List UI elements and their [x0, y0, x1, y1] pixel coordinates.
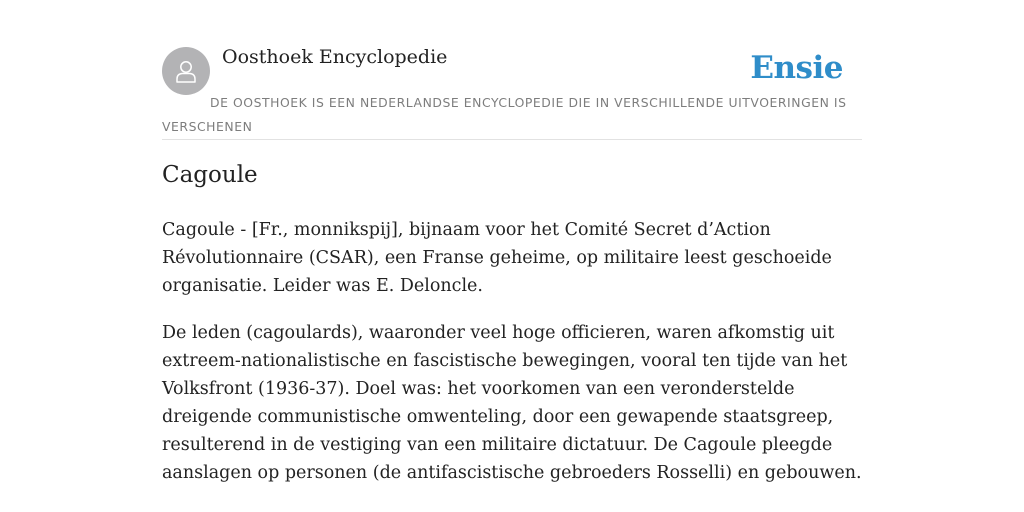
site-header — [162, 0, 862, 140]
site-tagline: DE OOSTHOEK IS EEN NEDERLANDSE ENCYCLOPEDIE DIE IN VERSCHILLENDE UITVOERINGEN IS VERSCHENEN — [162, 95, 847, 134]
page-container — [162, 0, 862, 483]
avatar[interactable] — [162, 47, 210, 95]
article-paragraph: De leden (cagoulards), waaronder veel hoge officieren, waren afkomstig uit extreem-nationalistische en fascistische bewegingen, vooral ten tijde van het Volksfront (1936-37). Doel was: het voorkomen van een veronderstelde dreigende communistische omwenteling, door een gewapende staatsgreep, resulterend in de vestiging van een militaire dictatuur. De Cagoule pleegde aanslagen op personen (de antifascistische gebroeders Rosselli) en gebouwen. — [162, 323, 862, 483]
site-name[interactable]: Oosthoek Encyclopedie — [222, 46, 448, 68]
article-title: Cagoule — [162, 162, 258, 188]
article-paragraph: Cagoule - [Fr., monnikspij], bijnaam voor het Comité Secret d’Action Révolutionnaire (CSAR), een Franse geheime, op militaire leest geschoeide organisatie. Leider was E. Deloncle. — [162, 220, 832, 296]
brand-logo[interactable]: Ensie — [750, 50, 843, 86]
article-body — [162, 216, 862, 506]
user-icon — [172, 57, 200, 85]
